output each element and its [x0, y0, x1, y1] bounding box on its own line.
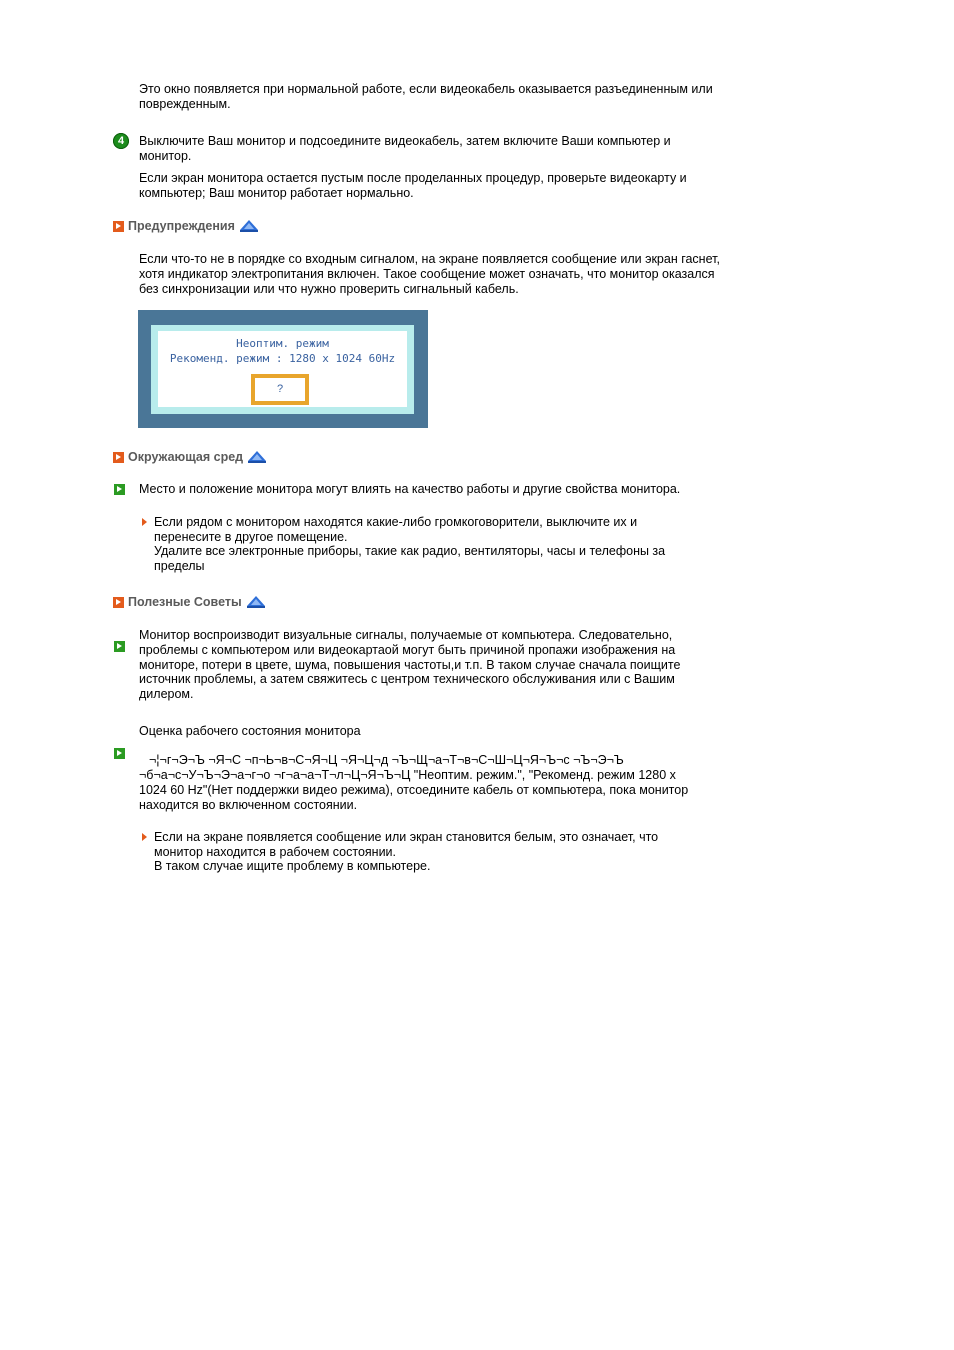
environment-title[interactable]: Окружающая сред: [128, 450, 244, 464]
back-to-top-icon[interactable]: [247, 596, 265, 608]
tips-sub-1: Если на экране появляется сообщение или экран становится белым, это означает, что монитор находится в рабочем состоянии.: [154, 830, 659, 859]
tips-line-3: 1024 60 Hz"(Нет поддержки видео режима), отсоедините кабель от компьютера, пока монитор: [139, 783, 689, 797]
tips-garbled-line-1: ¬¦¬г¬Э¬Ъ ¬Я¬С ¬п¬Ь¬в¬С¬Я¬Ц ¬Я¬Ц¬д ¬Ъ¬Щ¬а¬Т¬в¬С¬Ш¬Ц¬Я¬Ъ¬с ¬Ъ¬Э¬Ъ: [149, 753, 624, 767]
step-4-paragraph: Выключите Ваш монитор и подсоедините видеокабель, затем включите Ваши компьютер и монитор.: [139, 134, 671, 163]
orange-arrow-icon: [142, 833, 147, 841]
tips-sub-2: В таком случае ищите проблему в компьютере.: [154, 859, 431, 873]
tips-line-4: находится во включенном состоянии.: [139, 798, 358, 812]
tips-title[interactable]: Полезные Советы: [128, 595, 242, 609]
section-bullet-icon: [113, 452, 124, 463]
warnings-paragraph: Если что-то не в порядке со входным сигналом, на экране появляется сообщение или экран гаснет, хотя индикатор электропитания включен. Такое сообщение может означать, что монитор оказался без синхронизации или что нужно проверить сигнальный кабель.: [139, 252, 720, 296]
osd-message-image: [138, 310, 428, 428]
warnings-heading[interactable]: [113, 219, 258, 234]
tips-garbled-line-2: ¬б¬а¬с¬У¬Ъ¬Э¬а¬г¬о ¬г¬а¬а¬Т¬л¬Ц¬Я¬Ъ¬Ц "Неоптим. режим.", "Рекоменд. режим 1280 x: [139, 768, 676, 782]
step-4-note: Если экран монитора остается пустым после проделанных процедур, проверьте видеокарту и компьютер; Ваш монитор работает нормально.: [139, 171, 687, 200]
back-to-top-icon[interactable]: [248, 451, 266, 463]
environment-bullet: Место и положение монитора могут влиять на качество работы и другие свойства монитора.: [139, 482, 681, 496]
osd-frame: [151, 325, 414, 414]
environment-sub-1: Если рядом с монитором находятся какие-либо громкоговорители, выключите их и перенесите в другое помещение.: [154, 515, 638, 544]
osd-panel: [158, 331, 407, 407]
intro-paragraph: Это окно появляется при нормальной работе, если видеокабель оказывается разъединенным или поврежденным.: [139, 82, 713, 111]
section-bullet-icon: [113, 597, 124, 608]
green-bullet-icon: [114, 748, 125, 759]
green-bullet-icon: [114, 484, 125, 495]
osd-help-button: ?: [251, 374, 309, 405]
osd-line-2: Рекоменд. режим : 1280 x 1024 60Hz: [169, 352, 396, 365]
tips-bullet-2: Оценка рабочего состояния монитора: [139, 724, 361, 738]
back-to-top-icon[interactable]: [240, 220, 258, 232]
warnings-title[interactable]: Предупреждения: [128, 219, 235, 233]
environment-sub-2: Удалите все электронные приборы, такие как радио, вентиляторы, часы и телефоны за пределы: [154, 544, 666, 573]
section-bullet-icon: [113, 221, 124, 232]
osd-line-1: Неоптим. режим: [236, 337, 329, 350]
tips-heading[interactable]: [113, 595, 265, 610]
tips-bullet-1: Монитор воспроизводит визуальные сигналы, получаемые от компьютера. Следовательно, проблемы с компьютером или видеокартаой могут быть причиной пропажи изображения на мониторе, потери в цвете, шума, повышения частоты,и т.п. В таком случае сначала поищите источник проблемы, а затем свяжитесь с центром технического обслуживания или с Вашим дилером.: [139, 628, 681, 702]
orange-arrow-icon: [142, 518, 147, 526]
green-bullet-icon: [114, 641, 125, 652]
environment-heading[interactable]: [113, 450, 266, 465]
step-4-icon: 4: [113, 133, 129, 149]
